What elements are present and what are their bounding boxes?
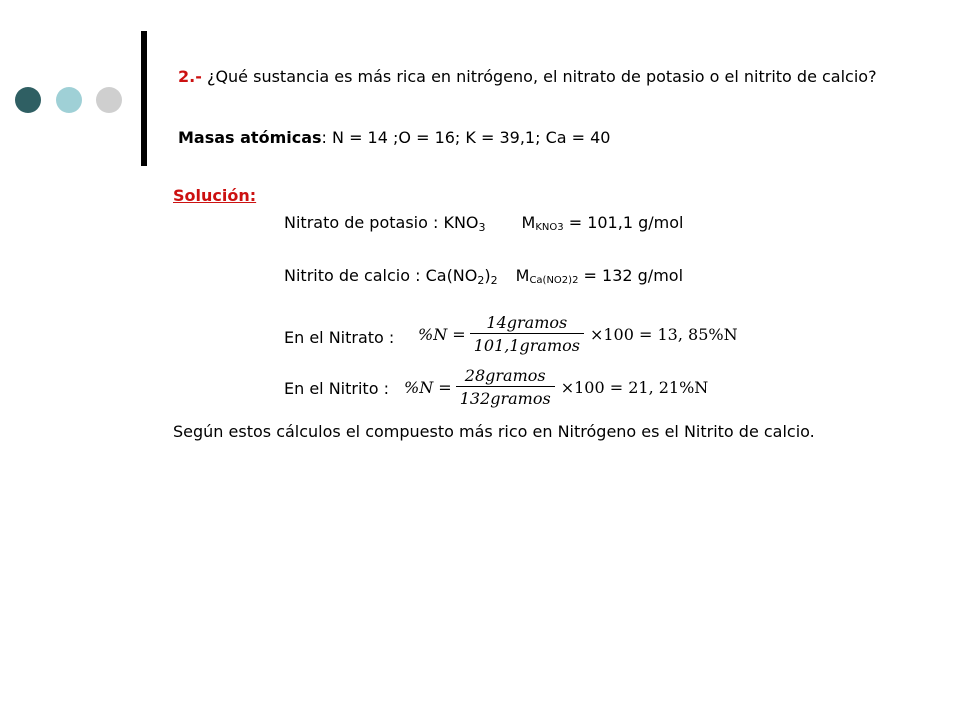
nitrite-equation-lhs: %N =	[404, 377, 452, 397]
decorative-dot-dark	[15, 87, 41, 113]
atomic-masses-label: Masas atómicas	[178, 128, 322, 147]
nitrite-equation-rhs: ×100 = 21, 21%N	[560, 377, 709, 397]
nitrite-formula-subscript-1: 2	[477, 274, 485, 287]
nitrate-molar-value: = 101,1 g/mol	[563, 213, 684, 232]
nitrate-denominator: 101,1gramos	[470, 333, 584, 355]
nitrite-equation-label: En el Nitrito :	[284, 379, 389, 398]
nitrate-equation-label: En el Nitrato :	[284, 328, 395, 347]
atomic-masses	[178, 128, 610, 147]
nitrite-equation	[404, 366, 710, 408]
title-divider-bar	[141, 31, 147, 166]
nitrate-fraction	[470, 313, 584, 355]
nitrite-molar-subscript: Ca(NO2)2	[529, 275, 579, 286]
nitrite-formula-subscript-2: 2	[490, 274, 498, 287]
nitrite-line	[284, 266, 683, 287]
atomic-masses-values: : N = 14 ;O = 16; K = 39,1; Ca = 40	[321, 128, 611, 147]
nitrate-line	[284, 213, 683, 234]
nitrate-equation-lhs: %N =	[418, 324, 466, 344]
nitrate-numerator: 14gramos	[486, 313, 568, 332]
nitrate-equation	[418, 313, 740, 355]
nitrate-equation-rhs: ×100 = 13, 85%N	[589, 324, 738, 344]
decorative-dot-gray	[96, 87, 122, 113]
nitrite-numerator: 28gramos	[464, 366, 546, 385]
question-number: 2.-	[178, 67, 202, 86]
nitrate-formula-subscript: 3	[478, 221, 486, 234]
nitrate-name: Nitrato de potasio : KNO	[284, 213, 479, 232]
nitrite-fraction	[456, 366, 555, 408]
nitrite-name: Nitrito de calcio : Ca(NO	[284, 266, 478, 285]
decorative-dot-light	[56, 87, 82, 113]
nitrite-formula-close: )	[484, 266, 491, 285]
question-body: ¿Qué sustancia es más rica en nitrógeno, el nitrato de potasio o el nitrito de calcio?	[206, 67, 877, 86]
nitrite-denominator: 132gramos	[456, 386, 555, 408]
nitrite-molar-label: M	[515, 266, 530, 285]
solution-heading: Solución:	[173, 186, 257, 205]
question-text	[178, 62, 878, 91]
nitrite-molar-value: = 132 g/mol	[578, 266, 684, 285]
nitrate-molar-subscript: KNO3	[535, 222, 564, 233]
nitrate-molar-label: M	[521, 213, 536, 232]
conclusion-text: Según estos cálculos el compuesto más rico en Nitrógeno es el Nitrito de calcio.	[173, 422, 815, 441]
